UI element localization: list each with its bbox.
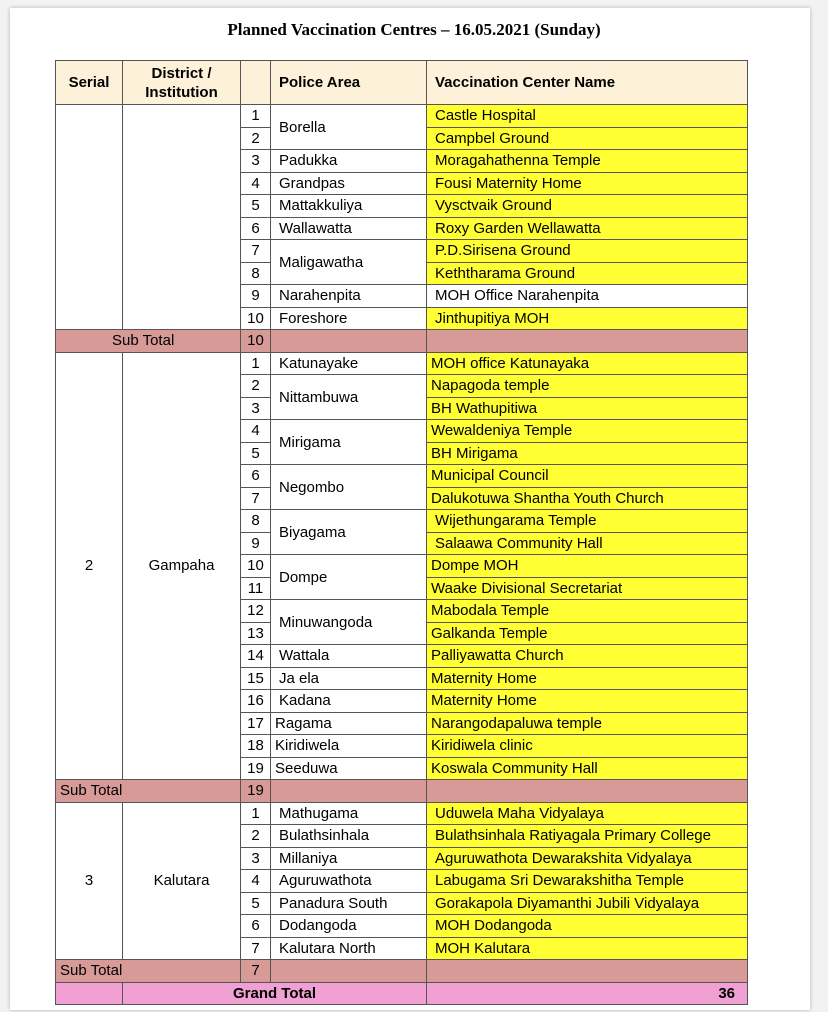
- police-area: Dodangoda: [271, 915, 427, 938]
- police-area: Panadura South: [271, 892, 427, 915]
- row-number: 10: [241, 307, 271, 330]
- row-number: 9: [241, 285, 271, 308]
- police-area: Wattala: [271, 645, 427, 668]
- row-number: 4: [241, 172, 271, 195]
- row-number: 10: [241, 555, 271, 578]
- police-area: Ja ela: [271, 667, 427, 690]
- center-name: Kiridiwela clinic: [427, 735, 748, 758]
- police-area: Mathugama: [271, 802, 427, 825]
- police-area: Maligawatha: [271, 240, 427, 285]
- institution-cell: Kalutara: [123, 802, 241, 960]
- police-area: Wallawatta: [271, 217, 427, 240]
- subtotal-row: [56, 780, 748, 803]
- center-name: Galkanda Temple: [427, 622, 748, 645]
- police-area: Kalutara North: [271, 937, 427, 960]
- row-number: 12: [241, 600, 271, 623]
- police-area: Biyagama: [271, 510, 427, 555]
- subtotal-label: Sub Total: [56, 330, 241, 353]
- table-row: [56, 352, 748, 375]
- row-number: 5: [241, 195, 271, 218]
- subtotal-value: 19: [241, 780, 271, 803]
- center-name: P.D.Sirisena Ground: [427, 240, 748, 263]
- subtotal-empty: [427, 330, 748, 353]
- center-name: Narangodapaluwa temple: [427, 712, 748, 735]
- row-number: 5: [241, 442, 271, 465]
- row-number: 8: [241, 262, 271, 285]
- center-name: BH Wathupitiwa: [427, 397, 748, 420]
- center-name: Mabodala Temple: [427, 600, 748, 623]
- center-name: BH Mirigama: [427, 442, 748, 465]
- center-name: Jinthupitiya MOH: [427, 307, 748, 330]
- row-number: 14: [241, 645, 271, 668]
- subtotal-empty: [271, 330, 427, 353]
- subtotal-empty: [427, 780, 748, 803]
- police-area: Negombo: [271, 465, 427, 510]
- police-area: Grandpas: [271, 172, 427, 195]
- police-area: Mattakkuliya: [271, 195, 427, 218]
- serial-cell: 2: [56, 352, 123, 780]
- subtotal-label: Sub Total: [56, 780, 241, 803]
- center-name: Vysctvaik Ground: [427, 195, 748, 218]
- row-number: 19: [241, 757, 271, 780]
- row-number: 6: [241, 465, 271, 488]
- row-number: 4: [241, 870, 271, 893]
- center-name: Palliyawatta Church: [427, 645, 748, 668]
- police-area: Ragama: [271, 712, 427, 735]
- police-area: Kiridiwela: [271, 735, 427, 758]
- center-name: Municipal Council: [427, 465, 748, 488]
- row-number: 7: [241, 937, 271, 960]
- row-number: 3: [241, 150, 271, 173]
- row-number: 1: [241, 105, 271, 128]
- header-number: [241, 61, 271, 105]
- row-number: 4: [241, 420, 271, 443]
- center-name: Roxy Garden Wellawatta: [427, 217, 748, 240]
- grand-total-row: [56, 982, 748, 1005]
- center-name: MOH office Katunayaka: [427, 352, 748, 375]
- row-number: 7: [241, 240, 271, 263]
- center-name: Waake Divisional Secretariat: [427, 577, 748, 600]
- center-name: Wewaldeniya Temple: [427, 420, 748, 443]
- police-area: Borella: [271, 105, 427, 150]
- police-area: Mirigama: [271, 420, 427, 465]
- center-name: Labugama Sri Dewarakshitha Temple: [427, 870, 748, 893]
- center-name: Moragahathenna Temple: [427, 150, 748, 173]
- row-number: 9: [241, 532, 271, 555]
- row-number: 13: [241, 622, 271, 645]
- row-number: 18: [241, 735, 271, 758]
- police-area: Nittambuwa: [271, 375, 427, 420]
- center-name: Fousi Maternity Home: [427, 172, 748, 195]
- row-number: 2: [241, 825, 271, 848]
- subtotal-value: 10: [241, 330, 271, 353]
- header-institution: District / Institution: [123, 61, 241, 105]
- row-number: 3: [241, 847, 271, 870]
- police-area: Dompe: [271, 555, 427, 600]
- institution-cell: [123, 105, 241, 330]
- police-area: Katunayake: [271, 352, 427, 375]
- table-row: [56, 105, 748, 128]
- police-area: Foreshore: [271, 307, 427, 330]
- row-number: 15: [241, 667, 271, 690]
- center-name: Uduwela Maha Vidyalaya: [427, 802, 748, 825]
- center-name: MOH Kalutara: [427, 937, 748, 960]
- page-title: Planned Vaccination Centres – 16.05.2021 (Sunday): [227, 20, 601, 39]
- police-area: Seeduwa: [271, 757, 427, 780]
- center-name: Salaawa Community Hall: [427, 532, 748, 555]
- subtotal-empty: [271, 960, 427, 983]
- center-name: Castle Hospital: [427, 105, 748, 128]
- row-number: 3: [241, 397, 271, 420]
- row-number: 6: [241, 915, 271, 938]
- row-number: 1: [241, 802, 271, 825]
- center-name: Campbel Ground: [427, 127, 748, 150]
- center-name: Keththarama Ground: [427, 262, 748, 285]
- row-number: 11: [241, 577, 271, 600]
- police-area: Millaniya: [271, 847, 427, 870]
- subtotal-row: [56, 330, 748, 353]
- grand-total-value: 36: [427, 982, 748, 1005]
- row-number: 8: [241, 510, 271, 533]
- center-name: Maternity Home: [427, 667, 748, 690]
- center-name: Aguruwathota Dewarakshita Vidyalaya: [427, 847, 748, 870]
- subtotal-empty: [271, 780, 427, 803]
- header-center-name: Vaccination Center Name: [427, 61, 748, 105]
- center-name: Bulathsinhala Ratiyagala Primary College: [427, 825, 748, 848]
- center-name: Wijethungarama Temple: [427, 510, 748, 533]
- center-name: Gorakapola Diyamanthi Jubili Vidyalaya: [427, 892, 748, 915]
- center-name: Koswala Community Hall: [427, 757, 748, 780]
- institution-cell: Gampaha: [123, 352, 241, 780]
- police-area: Bulathsinhala: [271, 825, 427, 848]
- serial-cell: 3: [56, 802, 123, 960]
- row-number: 7: [241, 487, 271, 510]
- center-name: Napagoda temple: [427, 375, 748, 398]
- serial-cell: [56, 105, 123, 330]
- header-police-area: Police Area: [271, 61, 427, 105]
- center-name: MOH Dodangoda: [427, 915, 748, 938]
- header-serial: Serial: [56, 61, 123, 105]
- grand-total-empty: [56, 982, 123, 1005]
- table-row: [56, 802, 748, 825]
- row-number: 6: [241, 217, 271, 240]
- center-name: Maternity Home: [427, 690, 748, 713]
- subtotal-value: 7: [241, 960, 271, 983]
- row-number: 5: [241, 892, 271, 915]
- table-header-row: [56, 61, 748, 105]
- row-number: 16: [241, 690, 271, 713]
- center-name: MOH Office Narahenpita: [427, 285, 748, 308]
- row-number: 2: [241, 375, 271, 398]
- grand-total-label: Grand Total: [123, 982, 427, 1005]
- subtotal-empty: [427, 960, 748, 983]
- center-name: Dompe MOH: [427, 555, 748, 578]
- row-number: 2: [241, 127, 271, 150]
- subtotal-row: [56, 960, 748, 983]
- police-area: Padukka: [271, 150, 427, 173]
- center-name: Dalukotuwa Shantha Youth Church: [427, 487, 748, 510]
- row-number: 17: [241, 712, 271, 735]
- vaccination-table: [55, 60, 748, 1005]
- subtotal-label: Sub Total: [56, 960, 241, 983]
- police-area: Minuwangoda: [271, 600, 427, 645]
- police-area: Narahenpita: [271, 285, 427, 308]
- row-number: 1: [241, 352, 271, 375]
- police-area: Aguruwathota: [271, 870, 427, 893]
- police-area: Kadana: [271, 690, 427, 713]
